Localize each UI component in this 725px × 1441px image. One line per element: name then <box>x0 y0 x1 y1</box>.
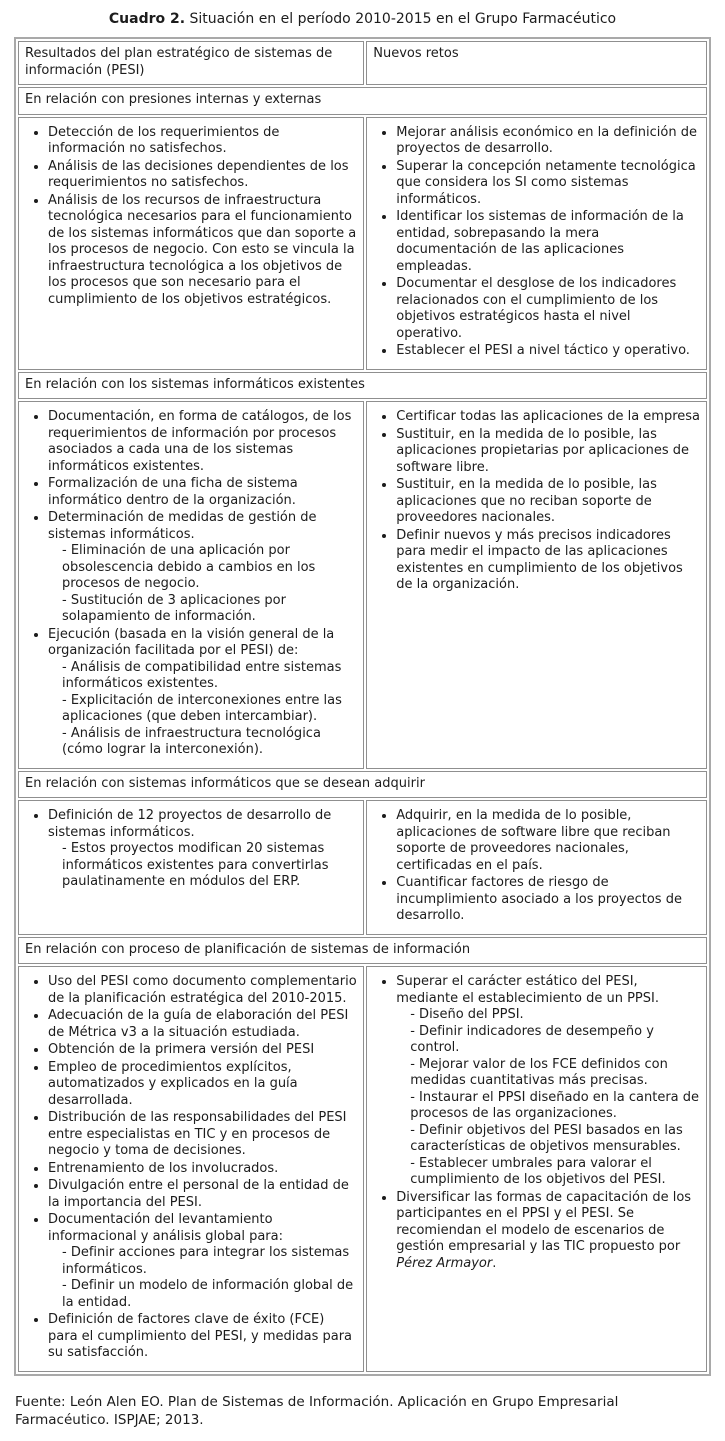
caption-label: Cuadro 2. <box>108 11 186 27</box>
bullet-item: • Formalización de una ficha de sistema informático dentro de la organización. <box>48 476 357 509</box>
header-cell-nuevos-retos: Nuevos retos <box>366 41 707 85</box>
header-cell-resultados: Resultados del plan estratégico de sistemas de información (PESI) <box>18 41 364 85</box>
bullet-item: • Sustituir, en la medida de lo posible, las aplicaciones propietarias por aplicaciones de software libre. <box>396 427 700 477</box>
retos-cell <box>366 117 707 370</box>
results-bullet-list <box>25 125 357 309</box>
bullet-item: • Análisis de las decisiones dependientes de los requerimientos no satisfechos. <box>48 159 357 192</box>
sub-item: - Definir objetivos del PESI basados en las características de objetivos mensurables. <box>410 1122 683 1155</box>
section-heading: En relación con sistemas informáticos que se desean adquirir <box>18 771 707 799</box>
results-cell <box>18 117 364 370</box>
bullet-item: • Documentar el desglose de los indicadores relacionados con el cumplimiento de los objetivos estratégicos hasta el nivel operativo. <box>396 276 700 342</box>
section-heading: En relación con presiones internas y externas <box>18 87 707 115</box>
retos-bullet-list <box>373 125 700 360</box>
bullet-item: • Entrenamiento de los involucrados. <box>48 1161 357 1178</box>
sub-item: - Análisis de infraestructura tecnológica (cómo lograr la interconexión). <box>62 725 321 758</box>
section-heading-row <box>18 771 707 799</box>
sub-item: - Diseño del PPSI. <box>410 1007 524 1023</box>
bullet-item: • Adecuación de la guía de elaboración del PESI de Métrica v3 a la situación estudiada. <box>48 1008 357 1041</box>
sub-item: - Eliminación de una aplicación por obsolescencia debido a cambios en los procesos de negocio. <box>62 543 316 592</box>
section-content-row <box>18 800 707 935</box>
section-heading-row <box>18 937 707 965</box>
bullet-item: • Definir nuevos y más precisos indicadores para medir el impacto de las aplicaciones existentes en cumplimiento de los objetivos de la organización. <box>396 528 700 594</box>
cuadro-2-table <box>14 37 711 1376</box>
section-heading: En relación con proceso de planificación de sistemas de información <box>18 937 707 965</box>
italic-citation: Pérez Armayor <box>396 1255 493 1271</box>
header-row <box>18 41 707 85</box>
results-cell <box>18 401 364 769</box>
retos-bullet-list <box>373 409 700 594</box>
table-body <box>18 41 707 1372</box>
sub-item: - Instaurar el PPSI diseñado en la cantera de procesos de las organizaciones. <box>410 1089 700 1122</box>
retos-bullet-list <box>373 974 700 1272</box>
bullet-item: • Análisis de los recursos de infraestructura tecnológica necesarios para el funcionamiento de los sistemas informáticos que dan soporte a los procesos de negocio. Con esto se vincula la infraestructura tecnológica a los objetivos de los procesos que son necesario para el cumplimiento de los objetivos estratégicos. <box>48 193 357 309</box>
section-heading-row <box>18 372 707 400</box>
results-bullet-list <box>25 808 357 891</box>
sub-item: - Estos proyectos modifican 20 sistemas informáticos existentes para convertirlas paulatinamente en módulos del ERP. <box>62 841 329 890</box>
sub-item: - Análisis de compatibilidad entre sistemas informáticos existentes. <box>62 659 342 692</box>
caption-text: Situación en el período 2010-2015 en el Grupo Farmacéutico <box>185 11 617 27</box>
bullet-item: • Cuantificar factores de riesgo de incumplimiento asociado a los proyectos de desarrollo. <box>396 875 700 925</box>
bullet-item: • Documentación del levantamiento informacional y análisis global para: - Definir acciones para integrar los sistemas informáticos. - Definir un modelo de información global de la entidad. <box>48 1212 357 1311</box>
bullet-item: • Mejorar análisis económico en la definición de proyectos de desarrollo. <box>396 125 700 158</box>
bullet-item: • Distribución de las responsabilidades del PESI entre especialistas en TIC y en procesos de negocio y toma de decisiones. <box>48 1110 357 1160</box>
section-heading-row <box>18 87 707 115</box>
results-bullet-list <box>25 974 357 1362</box>
section-heading: En relación con los sistemas informáticos existentes <box>18 372 707 400</box>
bullet-item: • Ejecución (basada en la visión general de la organización facilitada por el PESI) de: - Análisis de compatibilidad entre sistemas informáticos existentes. - Explicitación de interconexiones entre las aplicaciones (que deben intercambiar). - Análisis de infraestructura tecnológica (cómo lograr la interconexión). <box>48 627 357 759</box>
bullet-item: • Empleo de procedimientos explícitos, automatizados y explicados en la guía desarrollada. <box>48 1060 357 1110</box>
table-caption <box>14 10 711 28</box>
bullet-item: • Superar la concepción netamente tecnológica que considera los SI como sistemas informáticos. <box>396 159 700 209</box>
results-cell <box>18 966 364 1372</box>
bullet-item: • Divulgación entre el personal de la entidad de la importancia del PESI. <box>48 1178 357 1211</box>
bullet-item: • Documentación, en forma de catálogos, de los requerimientos de información por procesos asociados a cada una de los sistemas informáticos existentes. <box>48 409 357 475</box>
bullet-item: • Identificar los sistemas de información de la entidad, sobrepasando la mera documentación de las aplicaciones empleadas. <box>396 209 700 275</box>
bullet-item: • Determinación de medidas de gestión de sistemas informáticos. - Eliminación de una aplicación por obsolescencia debido a cambios en los procesos de negocio. - Sustitución de 3 aplicaciones por solapamiento de información. <box>48 510 357 626</box>
retos-cell <box>366 401 707 769</box>
retos-cell <box>366 966 707 1372</box>
sub-item: - Establecer umbrales para valorar el cumplimiento de los objetivos del PESI. <box>410 1155 666 1188</box>
bullet-item: • Obtención de la primera versión del PESI <box>48 1042 357 1059</box>
sub-item: - Definir un modelo de información global de la entidad. <box>62 1278 354 1310</box>
sub-item: - Explicitación de interconexiones entre las aplicaciones (que deben intercambiar). <box>62 692 342 725</box>
bullet-item: • Superar el carácter estático del PESI, mediante el establecimiento de un PPSI. - Diseño del PPSI. - Definir indicadores de desempeño y control. - Mejorar valor de los FCE definidos con medidas cuantitativas más precisas. - Instaurar el PPSI diseñado en la cantera de procesos de las organizaciones. - Definir objetivos del PESI basados en las características de objetivos mensurables. - Establecer umbrales para valorar el cumplimiento de los objetivos del PESI. <box>396 974 700 1189</box>
section-content-row <box>18 117 707 370</box>
bullet-item: • Definición de 12 proyectos de desarrollo de sistemas informáticos. - Estos proyectos modifican 20 sistemas informáticos existentes para convertirlas paulatinamente en módulos del ERP. <box>48 808 357 891</box>
bullet-item: • Sustituir, en la medida de lo posible, las aplicaciones que no reciban soporte de proveedores nacionales. <box>396 477 700 527</box>
results-cell <box>18 800 364 935</box>
retos-cell <box>366 800 707 935</box>
bullet-item: • Detección de los requerimientos de información no satisfechos. <box>48 125 357 158</box>
bullet-item: • Definición de factores clave de éxito (FCE) para el cumplimiento del PESI, y medidas para su satisfacción. <box>48 1312 357 1362</box>
section-content-row <box>18 401 707 769</box>
source-note: Fuente: León Alen EO. Plan de Sistemas de Información. Aplicación en Grupo Empresarial Farmacéutico. ISPJAE; 2013. <box>15 1393 619 1428</box>
retos-bullet-list <box>373 808 700 925</box>
bullet-item: • Uso del PESI como documento complementario de la planificación estratégica del 2010-2015. <box>48 974 357 1007</box>
sub-item: - Sustitución de 3 aplicaciones por solapamiento de información. <box>62 592 286 625</box>
section-content-row <box>18 966 707 1372</box>
bullet-item: • Establecer el PESI a nivel táctico y operativo. <box>396 343 700 360</box>
bullet-item: • Adquirir, en la medida de lo posible, aplicaciones de software libre que reciban soporte de proveedores nacionales, certificadas en el país. <box>396 808 700 874</box>
results-bullet-list <box>25 409 357 759</box>
sub-item: - Definir acciones para integrar los sistemas informáticos. <box>62 1245 350 1277</box>
bullet-item: • Diversificar las formas de capacitación de los participantes en el PPSI y el PESI. Se recomiendan el modelo de escenarios de gestión empresarial y las TIC propuesto por Pérez Armayor. <box>396 1190 700 1273</box>
bullet-item: • Certificar todas las aplicaciones de la empresa <box>396 409 700 426</box>
sub-item: - Mejorar valor de los FCE definidos con medidas cuantitativas más precisas. <box>410 1056 668 1089</box>
sub-item: - Definir indicadores de desempeño y control. <box>410 1023 654 1056</box>
